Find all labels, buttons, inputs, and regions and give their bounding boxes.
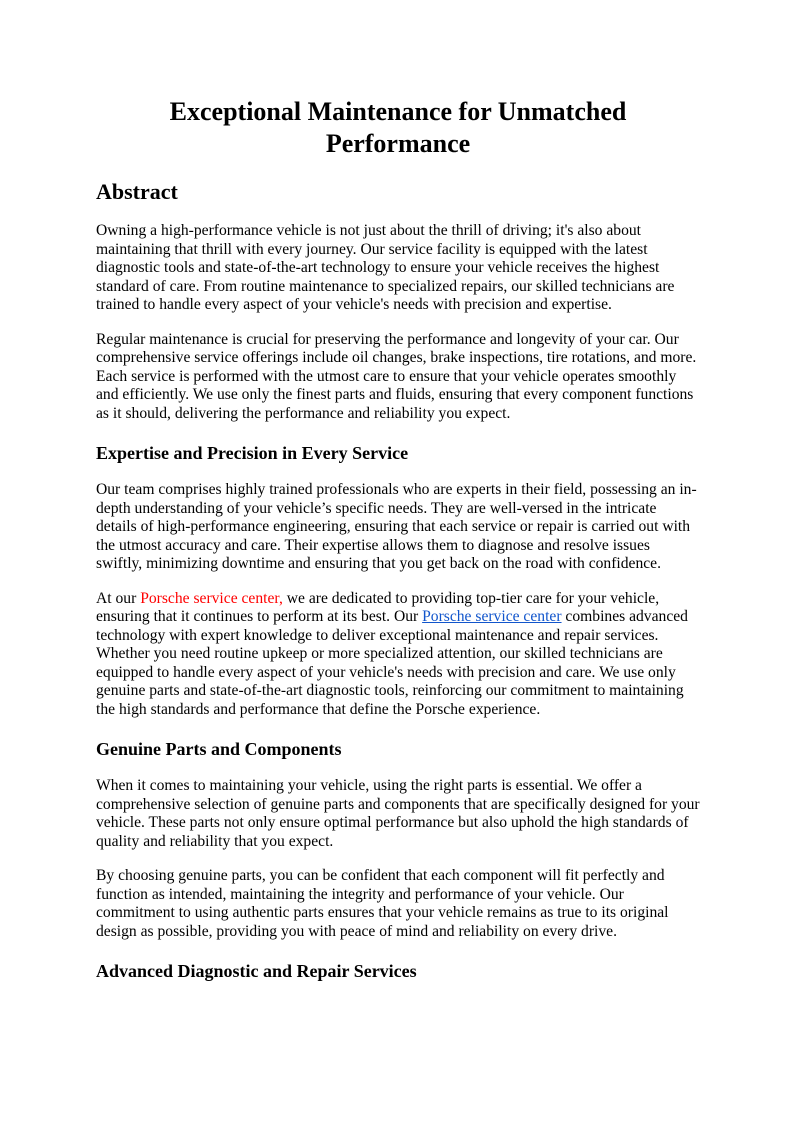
- expertise-p2-text-1: At our: [96, 589, 141, 607]
- abstract-paragraph-1: Owning a high-performance vehicle is not just about the thrill of driving; it's also about maintaining that thrill with every journey. Our service facility is equipped with the latest diagnostic tools and state-of-the-art technology to ensure your vehicle receives the highest standard of care. From routine maintenance to specialized repairs, our skilled technicians are trained to handle every aspect of your vehicle's needs with precision and expertise.: [96, 222, 675, 313]
- expertise-paragraph-1: Our team comprises highly trained professionals who are experts in their field, possessing an in-depth understanding of your vehicle’s specific needs. They are well-versed in the intricate details of high-performance engineering, ensuring that each service or repair is carried out with the utmost accuracy and care. Their expertise allows them to diagnose and resolve issues swiftly, minimizing downtime and ensuring that you get back on the road with confidence.: [96, 481, 697, 572]
- expertise-heading: Expertise and Precision in Every Service: [96, 443, 409, 463]
- porsche-service-center-highlight: Porsche service center,: [140, 589, 283, 607]
- expertise-p2-text-2: we are dedicated to providing top-tier care for your vehicle, ensuring that it continues to perform at its best. Our: [96, 589, 660, 625]
- expertise-p2-text-3: combines advanced technology with expert knowledge to deliver exceptional maintenance and repair services. Whether you need routine upkeep or more specialized attention, our skilled technicians are equipped to handle every aspect of your vehicle's needs with precision and care. We use only genuine parts and state-of-the-art diagnostic tools, reinforcing our commitment to maintaining the high standards and performance that define the Porsche experience.: [96, 608, 688, 718]
- expertise-paragraph-2: [96, 590, 700, 720]
- diagnostics-heading: Advanced Diagnostic and Repair Services: [96, 961, 417, 981]
- porsche-service-center-link[interactable]: Porsche service center: [422, 608, 562, 625]
- document-title: Exceptional Maintenance for Unmatched Performance: [169, 97, 627, 158]
- parts-paragraph-1: When it comes to maintaining your vehicle, using the right parts is essential. We offer a comprehensive selection of genuine parts and components that are specifically designed for your vehicle. These parts not only ensure optimal performance but also uphold the high standards of quality and reliability that you expect.: [96, 777, 700, 850]
- parts-heading: Genuine Parts and Components: [96, 739, 342, 759]
- document-page: [96, 96, 700, 983]
- abstract-paragraph-2: Regular maintenance is crucial for preserving the performance and longevity of your car. Our comprehensive service offerings include oil changes, brake inspections, tire rotations, and more. Each service is performed with the utmost care to ensure that your vehicle operates smoothly and efficiently. We use only the finest parts and fluids, ensuring that every component functions as it should, delivering the performance and reliability you expect.: [96, 330, 697, 422]
- abstract-heading: Abstract: [96, 179, 178, 204]
- parts-paragraph-2: By choosing genuine parts, you can be confident that each component will fit perfectly and function as intended, maintaining the integrity and performance of your vehicle. Our commitment to using authentic parts ensures that your vehicle remains as true to its original design as possible, providing you with peace of mind and reliability on every drive.: [96, 867, 669, 940]
